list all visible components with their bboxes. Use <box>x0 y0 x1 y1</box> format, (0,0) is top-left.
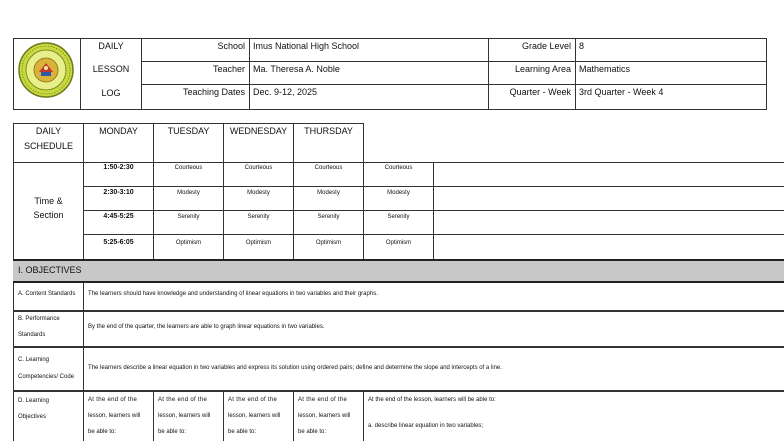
daily-schedule-label: DAILY <box>35 126 62 136</box>
objective-cell-thursday: At the end of the <box>298 397 348 403</box>
objective-cell-wednesday: be able to: <box>228 429 257 435</box>
field-value-teaching-dates: Dec. 9-12, 2025 <box>253 87 318 97</box>
time-slot: 5:25-6:05 <box>103 239 134 246</box>
objective-cell-tuesday: At the end of the <box>158 397 208 403</box>
objectives-row-divider <box>13 310 784 312</box>
performance-standards-label: B. Performance <box>18 316 60 322</box>
objective-cell-wednesday: At the end of the <box>228 397 278 403</box>
objective-cell-monday: be able to: <box>88 429 117 435</box>
field-label-grade-level: Grade Level <box>521 41 571 51</box>
header-divider <box>575 38 576 110</box>
field-label-teacher: Teacher <box>212 64 245 74</box>
objective-cell-friday: a. describe linear equation in two variables; <box>368 423 484 429</box>
objectives-day-divider <box>223 390 224 441</box>
daily-schedule-label: SCHEDULE <box>23 141 73 151</box>
performance-standards-text: By the end of the quarter, the learners are able to graph linear equations in two variables. <box>88 324 325 330</box>
section-cell: Courteous <box>174 165 203 171</box>
schedule-row-divider <box>83 234 784 235</box>
time-slot: 2:30-3:10 <box>103 189 134 196</box>
section-cell: Courteous <box>244 165 273 171</box>
objectives-day-divider <box>293 390 294 441</box>
objective-cell-friday: At the end of the lesson, learners will be able to: <box>368 397 496 403</box>
section-cell: Modesty <box>387 190 410 196</box>
section-cell: Serenity <box>387 214 410 220</box>
field-value-quarter-week: 3rd Quarter - Week 4 <box>579 87 664 97</box>
section-cell: Courteous <box>314 165 343 171</box>
schedule-top-border <box>13 123 363 124</box>
time-section-label: Time & <box>34 196 63 206</box>
content-standards-label: A. Content Standards <box>18 291 76 297</box>
learning-objectives-label: Objectives <box>18 414 47 420</box>
section-cell: Modesty <box>247 190 270 196</box>
competencies-text: The learners describe a linear equation in two variables and express its solution using ordered pairs; define and determine the slope and intercepts of a line. <box>88 365 502 371</box>
field-value-learning-area: Mathematics <box>579 64 631 74</box>
objective-cell-tuesday: be able to: <box>158 429 187 435</box>
log-title-line: DAILY <box>98 41 124 51</box>
day-header-thursday: THURSDAY <box>304 126 353 136</box>
field-value-teacher: Ma. Theresa A. Noble <box>253 64 340 74</box>
objective-cell-tuesday: lesson, learners will <box>158 413 211 419</box>
objectives-row-divider <box>13 390 784 392</box>
day-header-monday: MONDAY <box>99 126 138 136</box>
objectives-day-divider <box>363 390 364 441</box>
section-cell: Courteous <box>384 165 413 171</box>
objective-cell-wednesday: lesson, learners will <box>228 413 281 419</box>
schedule-col-divider <box>433 162 434 263</box>
header-row-divider <box>141 84 767 85</box>
objective-cell-thursday: lesson, learners will <box>298 413 351 419</box>
day-header-tuesday: TUESDAY <box>167 126 210 136</box>
section-cell: Serenity <box>317 214 340 220</box>
section-cell: Optimism <box>245 240 272 246</box>
time-slot: 1:50-2:30 <box>103 164 134 171</box>
objectives-day-divider <box>153 390 154 441</box>
section-cell: Optimism <box>315 240 342 246</box>
objectives-heading: I. OBJECTIVES <box>18 265 82 275</box>
objectives-label-divider <box>83 283 84 441</box>
section-cell: Modesty <box>177 190 200 196</box>
section-cell: Serenity <box>177 214 200 220</box>
field-value-grade-level: 8 <box>579 41 585 51</box>
section-cell: Optimism <box>385 240 412 246</box>
schedule-row-divider <box>13 162 784 163</box>
time-slot: 4:45-5:25 <box>103 213 134 220</box>
schedule-row-divider <box>83 186 784 187</box>
competencies-label: Competencies/ Code <box>18 374 75 380</box>
section-cell: Serenity <box>247 214 270 220</box>
objectives-heading-bar <box>13 259 784 283</box>
learning-objectives-label: D. Learning <box>18 398 50 404</box>
log-title-line: LESSON <box>92 64 130 74</box>
header-divider <box>249 38 250 110</box>
objective-cell-thursday: be able to: <box>298 429 327 435</box>
field-label-school: School <box>217 41 245 51</box>
schedule-row-divider <box>83 210 784 211</box>
school-seal-logo <box>17 41 75 99</box>
field-label-quarter-week: Quarter - Week <box>509 87 571 97</box>
day-header-wednesday: WEDNESDAY <box>229 126 288 136</box>
objective-cell-monday: lesson, learners will <box>88 413 141 419</box>
time-section-label: Section <box>33 210 64 220</box>
section-cell: Optimism <box>175 240 202 246</box>
competencies-label: C. Learning <box>18 357 50 363</box>
field-label-teaching-dates: Teaching Dates <box>182 87 245 97</box>
objectives-row-divider <box>13 346 784 348</box>
field-value-school: Imus National High School <box>253 41 360 51</box>
section-cell: Modesty <box>317 190 340 196</box>
content-standards-text: The learners should have knowledge and understanding of linear equations in two variables and their graphs. <box>88 291 378 297</box>
header-row-divider <box>141 61 767 62</box>
performance-standards-label: Standards <box>18 332 46 338</box>
objective-cell-monday: At the end of the <box>88 397 138 403</box>
log-title-line: LOG <box>101 88 121 98</box>
field-label-learning-area: Learning Area <box>514 64 571 74</box>
